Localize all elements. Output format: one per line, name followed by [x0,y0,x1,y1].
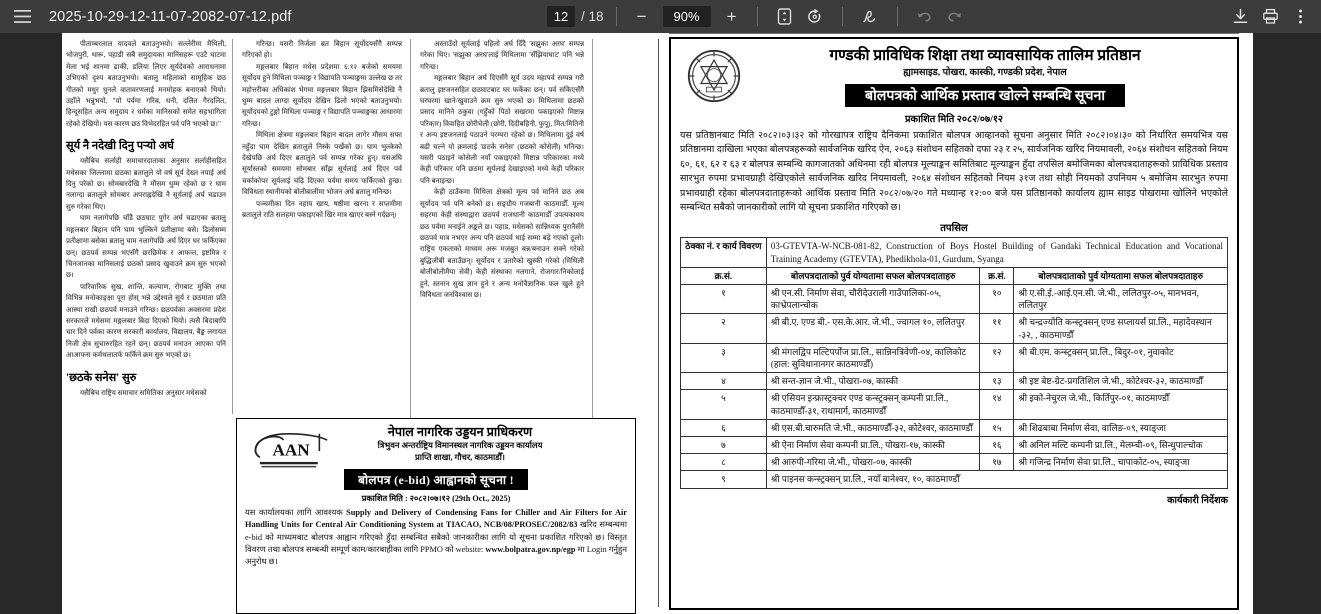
row-name-right: श्री शिढबाबा निर्माण सेवा, वालिङ-०९, स्याङ्जा [1014,419,1228,436]
hamburger-menu-icon[interactable] [7,4,37,30]
gtevta-bidders-table [680,237,1228,488]
caan-subtitle-1: त्रिभुवन अन्तर्राष्ट्रिय विमानस्थल नागरिक उड्डयन कार्यालय [377,441,543,450]
download-icon[interactable] [1225,4,1255,30]
table-row [681,454,1228,471]
table-row [681,314,1228,343]
news-paragraph: घाम नलागेपछि चाँडै छठघाट पुगेर अर्घ चढाएका ब्रतालु मङ्गलबार बिहान पनि घाम भुल्किने प्रतीक्षामा बसे। ढिलोसम्म प्रतीक्षामा बसेका ब्रतालु घाम नलागेपछि अर्घ दिएर घर फर्किएका छन्। छठपर्व सम्पन्न भएसँगै छरछिमेक र आफन्त, इष्टमित्र र चिनजानका मानिसलाई छठको प्रसाद खुवाउने क्रम सुरु भएको छ। [66,214,226,280]
row-sn-right: १७ [980,454,1014,471]
news-column-3 [420,39,584,301]
table-row [681,437,1228,454]
row-sn-left: २ [681,314,767,343]
row-name-left: श्री एन.सी. निर्माण सेवा, चौरीदेउराली गाउँपालिका-०५, काभ्रेपलान्चोक [766,285,980,314]
gtevta-title: गण्डकी प्राविधिक शिक्षा तथा व्यावसायिक तालिम प्रतिष्ठान [829,47,1141,64]
row-sn-right: १३ [980,373,1014,390]
news-heading-1: सूर्य नै नदेखी दिनु पऱ्यो अर्घ [66,140,174,153]
page-total-label: / 18 [581,9,604,24]
print-icon[interactable] [1255,4,1285,30]
row-name-left: श्री आरुपी-गरिमा जे.भी., पोखरा-०७, कास्की [766,454,980,471]
news-paragraph: केही ठाउँकमा मिथिला क्षेत्रको मूल्य पर्व मानिने छठ अब सूर्योदय पर्व पनि बनेको छ। सङ्ग्रौय गजबानी काठमाडौँ, मूल्य सहरमा केही संस्थाद्वारा छठपर्व राजधानी काठमाडौँ उपत्यकामय छठ पर्वमा मनाईने अङ्कले छ। पहाड, मधेसको सान्निध्यक पुरानैसँगे छठपर्व मात्र नभएर अन्य पनि छठपर्व थाई सम्मा बढ़े गएको ठूलो। राष्ट्रिय एकताको माध्यम अरू मजबुत बन्न/बनाउन सक्ने गरेको बुद्धिजीबी बताउँछन्। सूर्योदय र उतारैको खुस्की गरेको (मिथिली बोलीबोलीमैया सेवी) केही संस्थाका नलगाने, रोजगार/निकोलाई हुने, स्तनान सुख ज्ञान हुने र अन्य मनोवैज्ञानिक फल खुले हुने विविधता जनविश्वास छ। [420,188,584,299]
caan-banner-heading: बोलपत्र (e-bid) आह्वानको सूचना ! [344,469,528,490]
news-column-1 [66,39,226,399]
row-sn-left: ३ [681,343,767,372]
row-name-right: श्री गजिन्द्र निर्माण सेवा प्रा.लि., चापाकोट-०५, स्याङ्जा [1014,454,1228,471]
row-sn-left: ९ [681,471,767,488]
page-top-rule [669,33,1239,34]
news-heading-2: 'छठके सनेस' सुरु [66,371,137,384]
ink-annotate-icon[interactable] [855,4,885,30]
caan-logo-icon [249,429,335,473]
row-name-right: श्री इष्ट बेष्ट-ग्रेट-प्रगतिशिल जे.भी., कोटेश्वर-३२, काठमाण्डौँ [1014,373,1228,390]
caan-body-english: Supply and Delivery of Condensing Fans for Chiller and Air Filters for Air Handling Units for Central Air Conditioning System at TIACAO, NCB/08/PROSEC/2082/83 [245,508,627,530]
redo-icon[interactable] [940,4,970,30]
caan-body-end: मा Login गर्नुहुन अनुरोध छ। [245,544,627,567]
table-row [681,419,1228,436]
toolbar-divider-2 [757,7,758,26]
row-name-left: श्री ऐना निर्माण सेवा कम्पनी प्रा.लि., पोखरा-१७, कास्की [766,437,980,454]
toolbar-right-tools [1225,4,1315,30]
row-sn-left: १ [681,285,767,314]
table-row [681,343,1228,372]
caan-body-pre: यस कार्यालयका लागि आवश्यक [245,508,347,517]
pdf-viewer[interactable] [0,33,1321,614]
toolbar-divider-3 [842,7,843,26]
news-column-2 [242,39,402,222]
gtevta-header [680,46,1228,107]
row-sn-right: १५ [980,419,1014,436]
page-center-divider [658,39,659,607]
gtevta-publish-date: प्रकाशित मिति २०८२/०७/१२ [904,114,1004,125]
gtevta-address: ह्यामसाइड, पोखरा, कास्की, गण्डकी प्रदेश, नेपाल [903,67,1067,78]
row-name-right: श्री बी.एम. कन्स्ट्रक्सन् प्रा.लि., बिदुर-०१, नुवाकोट [1014,343,1228,372]
zoom-out-button[interactable]: − [636,6,647,26]
undo-icon[interactable] [910,4,940,30]
page-controls [547,6,604,27]
page-fit-icon[interactable] [770,4,800,30]
news-paragraph: पञ्चमीका दिन नहाय खाय, षष्ठीमा खरना र सप्तमीमा ब्रतालुले राति सलहमा पकाइएको खिर मात्र खाएर बस्ने गर्दछन्। [242,199,402,220]
zoom-level-input[interactable] [663,6,711,27]
news-paragraph: मङ्गलबार बिहान अर्घ दिएसँगै सूर्य उदय महापर्व सम्पन्न गरी ब्रतालु इष्टजनसहित छठघाटबाट घर फर्केका छन्। पर्व सकिएसँगै घरघरमा खाने/खुवाउने क्रम सुरु भएको छ। मिथिलामा छठको प्रसाद मानिने ठकुवा (गहुँको पिठो सखरमा पकाइएको मिष्टान्न परिकार) विवाहित छोरीचेली (छोरी, दिदीबहिनी, फुपू), मित/मितिनी र अन्य इष्टजनलाई पठाउने परम्परा रहेको छ। मिथिलामा दुई वर्ष बढी चल्ने यो क्रमलाई 'छठके सनेस' (छठको कोसेली) भनिन्छ। यसरी पठाइने कोसेली नयाँ पकाइएको मिष्टान्न परिकारका मध्ये केही परिकार पनि छठमा सूर्यलाई देखाइएको मध्ये केही परिकार पनि बनाइन्छ। [420,74,584,185]
table-row [681,285,1228,314]
header-sn-left: क्र.सं. [681,267,767,284]
gtevta-banner-heading: बोलपत्रको आर्थिक प्रस्ताव खोल्ने सम्बन्धि सूचना [845,84,1125,107]
contract-description-cell: 03-GTEVTA-W-NCB-081-82, Construction of Boys Hostel Building of Gandaki Technical Education and Vocational Training Academy (GTEVTA), Phedikhola-01, Gurdum, Syanga [766,238,1227,267]
row-name-left: श्री एस.बी.चारुमति जे.भी., काठमाण्डौँ-३२, कोटेश्वर, काठमाण्डौँ [766,419,980,436]
gtevta-signature-footer: कार्यकारी निर्देशक [1167,494,1228,506]
caan-bid-notice [236,418,636,614]
table-row [681,390,1228,419]
news-paragraph: पीताम्बरलाल यादवले बताउनुभयो। सल्लेरीमा मैथिली, भोजपुरी, थारू, पहाडी सबै समुदायका मानिसहरू एउटै घाटमा मेला भई शानमा ढाकी, डलिया लिएर सूर्यदेवको आराधनामा उभिएको दृश्य बताउनुभयो। बतालु महिलाको सामूहिक छठ गीतको मधुर धुनले वातावरणलाई मनमोहक बनाएको थियो। उहाँले भन्नुभयो, "यो पर्वमा गरिब, धनी, दलित गैरदलित, हिन्दूसहित अन्य समुदाय र धर्मका मानिसको समेत सहभागिता रहेको देखियो। यस कारण छठ विभेदरहित पर्व पनि भएको छ।" [66,40,226,128]
row-name-left: श्री एसियन इन्फ्रास्ट्रक्चर एण्ड कन्स्ट्रक्सन् कम्पनी प्रा.लि., काठमाण्डौँ-३१, राधामार्ग, काठमाण्डौँ [766,390,980,419]
row-sn-right: १० [980,285,1014,314]
row-sn-right: १४ [980,390,1014,419]
row-name-right: श्री चन्द्रज्योति कन्स्ट्रक्सन् एण्ड सप्लायर्स प्रा.लि., महादेवस्थान -३२, , काठमाण्डौँ [1014,314,1228,343]
caan-body-mid: खरिद सम्बन्धमा e-bid को माध्यमबाट बोलपत्र आह्वान गरिएको हुँदा सम्बन्धित सबैको जानकारीका लागि यो सूचना प्रकाशित गरिएको छ। विस्तृत विवरण तथा बोलपत्र सम्बन्धी सम्पूर्ण काम/कारबाहीका लागि PPMO को website: [245,520,627,554]
row-name-right: श्री अनिल मल्टि कम्पनी प्रा.लि., मेलम्ची-०९, सिन्धुपाल्चोक [1014,437,1228,454]
more-options-icon[interactable] [1285,4,1315,30]
pdf-page-12 [62,33,1253,614]
document-title: 2025-10-29-12-11-07-2082-07-12.pdf [49,8,292,25]
row-sn-right: १२ [980,343,1014,372]
row-name-right: श्री ए.सी.ई.-आई.एन.सी. जे.भी., ललितपुर-०५, मानभवन, ललितपुर [1014,285,1228,314]
row-sn-right: १६ [980,437,1014,454]
row-name-left: श्री पाइनस कन्स्ट्रक्सन् प्रा.लि., नयाँ बानेश्वर, १०, काठमाण्डौँ [766,471,1227,488]
row-sn-left: ६ [681,419,767,436]
column-divider-1 [232,39,233,414]
row-sn-left: ४ [681,373,767,390]
caan-website-link[interactable]: www.bolpatra.gov.np/egp [485,544,576,554]
table-header-row [681,267,1228,284]
row-sn-right: ११ [980,314,1014,343]
header-sn-right: क्र.सं. [980,267,1014,284]
row-name-left: श्री सन्त-ज्ञान जे.भी., पोखरा-०७, कास्की [766,373,980,390]
toolbar-divider [616,7,617,26]
pdf-toolbar [0,0,1321,33]
header-name-right: बोलपत्रदाताको पुर्व योग्यतामा सफल बोलपत्रदाताहरु [1014,267,1228,284]
zoom-in-button[interactable]: + [726,6,737,26]
gtevta-tapsil-label: तपसिल [940,223,968,235]
toolbar-divider-4 [897,7,898,26]
table-row [681,373,1228,390]
news-paragraph: यसैबिच सर्लाही समाचारदाताका अनुसार सर्लाहीसहित मधेसका जिल्लामा छठका ब्रतालुले यो वर्ष सूर्य देख्न नपाई अर्घ दिनु परेको छ। सोमबारदेखि नै मौसम धुम्म रहेको छ र घाम नलाग्दा ब्रतालुले सोमबार अपराह्नदेखि नै सूर्यलाई अर्घ चढाउन सुरु गरेका थिए। [66,157,226,211]
gtevta-body-text: यस प्रतिष्ठानबाट मिति २०८२।०३।३२ को गोरखापत्र राष्ट्रिय दैनिकमा प्रकाशित बोलपत्र आव्हानको सूचना अनुसार मिति २०८२।०४।३० को निर्धारित समयभित्र यस प्रतिष्ठानमा दाखिला भएका बोलपत्रहरूको सार्वजनिक खरिद ऐन, २०६३ संशोधन सहितको दफा २३ र २५, सार्वजनिक खरिद नियमावली, २०६४ संशोधन सहितको नियम ६०, ६१, ६२ र ६३ र बोलपत्र सम्बन्धि कागजातको अधिनमा रही बोलपत्र मूल्याङ्कन समितिबाट मूल्याङ्कन हुँदा तपसिल बमोजिमका बोलपत्रदाताहरूको प्राविधिक प्रस्ताव सारभुत रुपमा प्रभावग्राही देखिएकोले सार्वजनिक खरिद नियमावली, २०६४ संशोधन सहितको नियम ३१ज तथा सोही नियमको उपनियम ५ बमोजिम सारभुत रुपमा प्रभावग्राही रहेका बोलपत्रदाताहरूको आर्थिक प्रस्ताव मिति २०८२/०७/२० गते मध्यान्ह १२:०० बजे यस प्रतिष्ठानको कार्यालय ह्याम साइड पोखरामा खोलिने भएकोले सम्बन्धित सबैको जानकारीको लागि यो सूचना प्रकाशित गरिएको छ। [680,131,1228,214]
news-paragraph: अस्ताउँदो सूर्यलाई पहिलो अर्घ दिँदै 'सझुका अरघ' सम्पन्न गरेका थिए। 'सझुका अरघ'लाई मिथिलामा 'सँझियाघाट' पनि भन्ने गरिन्छ। [420,40,584,71]
contract-row [681,238,1228,267]
news-paragraph: पारिवारिक सुख, शान्ति, कल्याण, रोगबाट मुक्ति तथा विभिन्न मनोकाङ्क्षा पूरा होस् भन्ने उद्देश्यले सूर्य र छठमाता प्रति आस्था राखी छठपर्व मनाउने गरिन्छ। छठपर्वका अवसरमा प्रदेश सरकारले मधेसमा मङ्गलबार बिदा दिएको थियो। त्यसै बिदाबापि चार दिने पर्वका कारण सरकारी कार्यालय, विद्यालय, बैङ्क लगायत निजी क्षेत्र सुचारुरहित रहने छन्। छठपर्व मनाउन आएका पनि आआफ्ना कर्मथलातर्फ फर्किने क्रम सुरु भएको छ। [66,282,226,360]
row-name-left: श्री बी.ए. एण्ड बी.- एस.के.आर. जे.भी., ज्वागल १०, ललितपुर [766,314,980,343]
page-number-input[interactable] [547,6,575,27]
row-name-right: श्री इको-नेचुरल जे.भी., किर्तिपुर-०१, काठमाण्डौँ [1014,390,1228,419]
contract-label-cell: ठेक्का नं. र कार्य विवरण [681,238,767,267]
row-sn-left: ८ [681,454,767,471]
row-sn-left: ५ [681,390,767,419]
rotate-icon[interactable] [800,4,830,30]
caan-body-text [245,507,627,568]
news-paragraph: गरिन्छ। यसरी निर्जला ब्रत बिहान सूर्योदयसँगै सम्पन्न गरिएको हो। [242,40,402,60]
news-paragraph: मिथिला क्षेत्रमा मङ्गलबार बिहान बादल लागेर मौसम सफा नहुँदा घाम देखिन ब्रतालुले निस्के पर्खेको छ। घाम भुल्केको देखेपछि अर्घ दिएर ब्रतालुले पर्व सम्पन्न गरेका हुन्। यसअघि सूर्यास्तको समयमा सोमबार साँझ सूर्यलाई अर्घ दिएर पर्व चर्काकोपर सूर्यलाई चढ़ि दिएका पर्वमा समय फर्किएको हुन्छ। विविधता स्थानीयको बोलीबालीमा भोजन अर्घ ब्रतालु मनिन्छ। [242,131,402,197]
gtevta-bid-notice [669,37,1239,610]
header-name-left: बोलपत्रदाताको पुर्व योग्यतामा सफल बोलपत्रदाताहरु [766,267,980,284]
table-row [681,471,1228,488]
gtevta-crest-icon [686,48,742,104]
row-sn-left: ७ [681,437,767,454]
svg-text:AAN: AAN [272,440,310,460]
caan-title: नेपाल नागरिक उड्डयन प्राधिकरण [387,425,533,439]
caan-publish-date: प्रकाशित मिति : २०८२।०७।१२ (29th Oct., 2025) [361,494,511,503]
row-name-left: श्री मंगलद्विप मल्टिपर्पोज प्रा.लि., सान्निनत्रिवेणी-०४, कालिकोट (हाल: सुविधानानगर काठमाण्डौँ) [766,343,980,372]
caan-subtitle-2: प्राप्ति शाखा, गौचर, काठमाडौँ। [415,453,505,462]
news-paragraph: यसैबिच राष्ट्रिय समाचार समितिका अनुसार मधेसको [80,388,207,397]
news-paragraph: मङ्गलबार बिहान मधेस प्रदेशमा ६:१२ बजेको समयमा सूर्योदय हुने मिथिला पञ्चाङ्ग र विद्यापति पञ्चाङ्गमा उल्लेख छ तर महोत्तरीका अधिकांश भेगमा मङ्गलबार बिहान झिसमिसेदेखि नै धुम्म बादल लाग्दा सूर्योदय देखिन ढिलो भएको बताउनुभयो। सूर्योदयको टुङ्गो मिथिला पञ्चाङ्ग र विद्यापति पञ्चाङ्गका आधारमा गरिन्छ। [242,62,402,128]
